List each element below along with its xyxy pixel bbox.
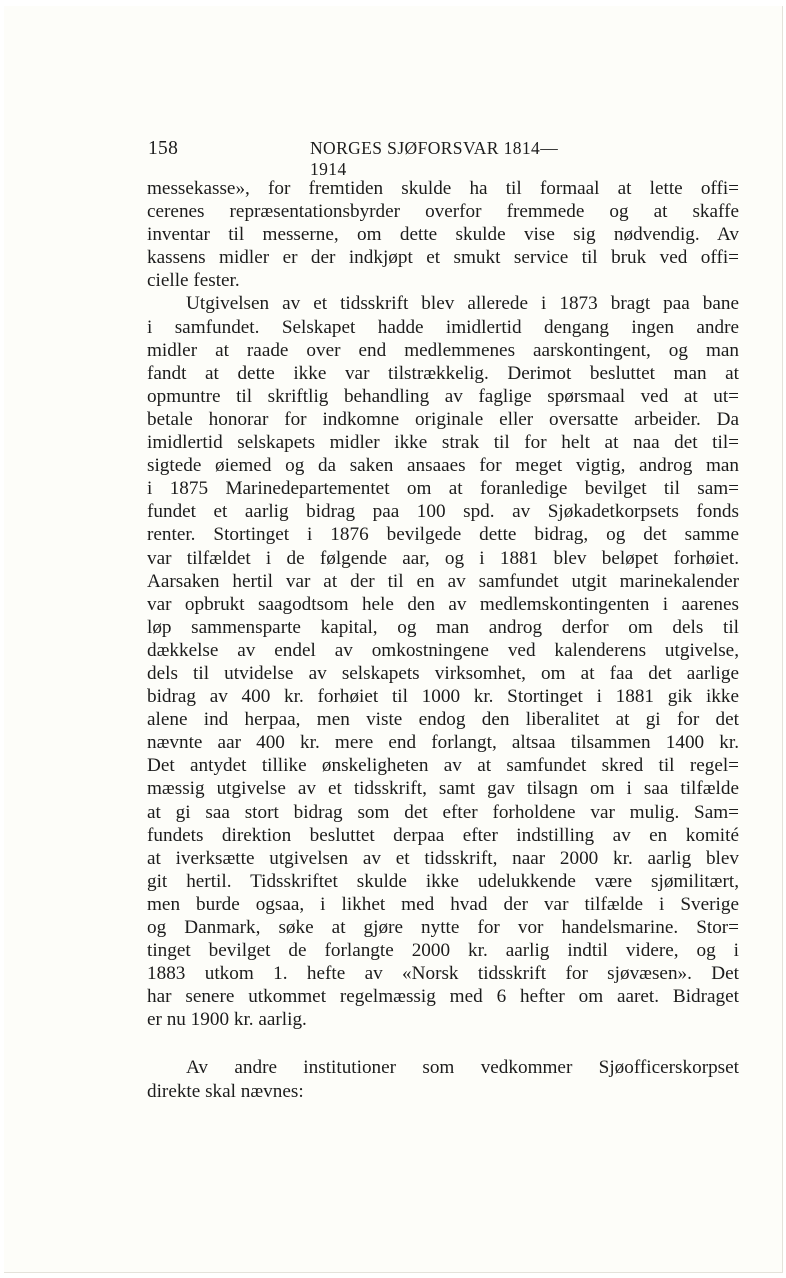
text-line: og Danmark, søke at gjøre nytte for vor handelsmarine. Stor= [147, 917, 739, 938]
text-line: git hertil. Tidsskriftet skulde ikke udelukkende være sjømilitært, [147, 870, 739, 892]
text-line: har senere utkommet regelmæssig med 6 hefter om aaret. Bidraget [147, 986, 739, 1008]
text-line: dels til utvidelse av selskapets virksomhet, om at faa det aarlige [147, 662, 739, 684]
text-line: er nu 1900 kr. aarlig. [147, 1009, 307, 1031]
text-line: nævnte aar 400 kr. mere end forlangt, altsaa tilsammen 1400 kr. [147, 732, 739, 754]
paragraph-1 [147, 177, 739, 292]
text-line: Utgivelsen av et tidsskrift blev allerede i 1873 bragt paa bane [186, 293, 739, 315]
text-line: sigtede øiemed og da saken ansaaes for meget vigtig, androg man [147, 455, 739, 477]
text-line: men burde ogsaa, i likhet med hvad der var tilfælde i Sverige [147, 893, 739, 915]
text-line: Av andre institutioner som vedkommer Sjøofficerskorpset [186, 1057, 739, 1079]
text-line: i 1875 Marinedepartementet om at foranledige bevilget til sam= [147, 478, 739, 500]
paragraph-3 [147, 1056, 739, 1102]
text-line: kassens midler er der indkjøpt et smukt service til bruk ved offi= [147, 247, 739, 269]
text-line: at gi saa stort bidrag som det efter forholdene var mulig. Sam= [147, 801, 739, 823]
text-line: cielle fester. [147, 270, 240, 292]
text-line: at iverksætte utgivelsen av et tidsskrift, naar 2000 kr. aarlig blev [147, 847, 739, 869]
text-line: tinget bevilget de forlangte 2000 kr. aarlig indtil videre, og i [147, 940, 739, 962]
text-line: opmuntre til skriftlig behandling av faglige spørsmaal ved at ut= [147, 385, 739, 407]
text-line: var tilfældet i de følgende aar, og i 1881 blev beløpet forhøiet. [147, 547, 739, 569]
text-line: fundet et aarlig bidrag paa 100 spd. av Sjøkadetkorpsets fonds [147, 501, 739, 523]
text-line: Det antydet tillike ønskeligheten av at samfundet skred til regel= [147, 755, 739, 777]
text-line: inventar til messerne, om dette skulde vise sig nødvendig. Av [147, 224, 739, 246]
text-line: midler at raade over end medlemmenes aarskontingent, og man [147, 339, 739, 361]
text-line: løp sammensparte kapital, og man androg derfor om dels til [147, 616, 739, 638]
body-text [147, 177, 739, 1103]
text-line: fandt at dette ikke var tilstrækkelig. Derimot besluttet man at [147, 362, 739, 384]
text-line: dækkelse av endel av omkostningene ved kalenderens utgivelse, [147, 639, 739, 661]
text-line: i samfundet. Selskapet hadde imidlertid dengang ingen andre [147, 316, 739, 338]
text-line: imidlertid selskapets midler ikke strak til for helt at naa det til= [147, 432, 739, 454]
text-line: 1883 utkom 1. hefte av «Norsk tidsskrift for sjøvæsen». Det [147, 963, 739, 985]
text-line: var opbrukt saagodtsom hele den av medlemskontingenten i aarenes [147, 593, 739, 615]
text-line: mæssig utgivelse av et tidsskrift, samt gav tilsagn om i saa tilfælde [147, 778, 739, 800]
text-line: betale honorar for indkomne originale eller oversatte arbeider. Da [147, 408, 739, 430]
page-number: 158 [148, 138, 179, 159]
text-line: cerenes repræsentationsbyrder overfor fremmede og at skaffe [147, 201, 739, 223]
text-line: alene ind herpaa, men viste endog den liberalitet at gi for det [147, 709, 739, 731]
running-title: NORGES SJØFORSVAR 1814—1914 [310, 138, 559, 179]
text-line: direkte skal nævnes: [147, 1080, 304, 1102]
text-line: messekasse», for fremtiden skulde ha til formaal at lette offi= [147, 178, 739, 199]
paragraph-2 [147, 292, 739, 1031]
text-line: fundets direktion besluttet derpaa efter indstilling av en komité [147, 824, 739, 846]
text-line: bidrag av 400 kr. forhøiet til 1000 kr. Stortinget i 1881 gik ikke [147, 686, 739, 708]
text-line: Aarsaken hertil var at der til en av samfundet utgit marinekalender [147, 570, 739, 592]
text-line: renter. Stortinget i 1876 bevilgede dette bidrag, og det samme [147, 524, 739, 546]
